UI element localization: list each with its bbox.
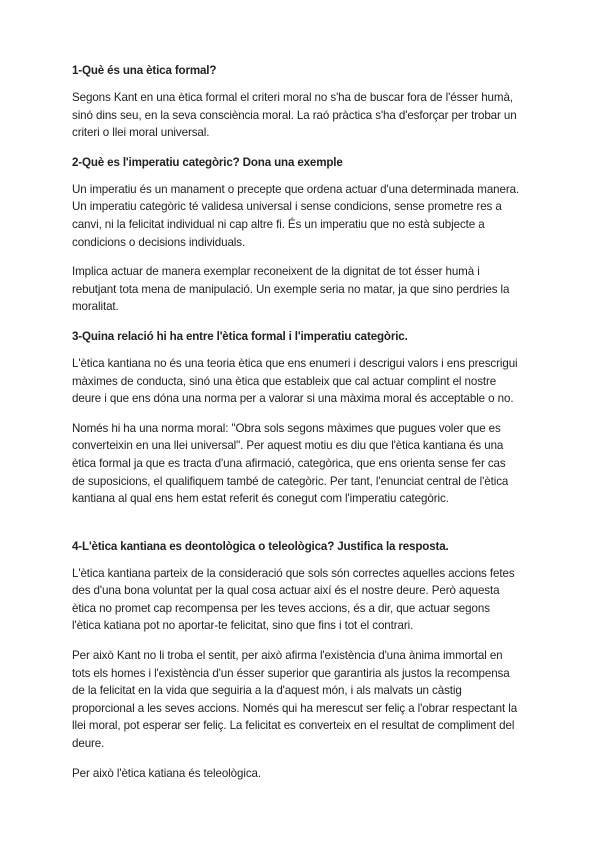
text-line: ètica no promet cap recompensa per les teves accions, és a dir, que actuar segons — [72, 601, 490, 615]
text-line: màximes de conducta, sinó una ètica que estableix que cal actuar complint el nostre — [72, 374, 497, 388]
text-line: canvi, ni la felicitat individual ni cap altre fi. És un imperatiu que no està subjecte a — [72, 217, 485, 231]
text-line: ètica formal ja que es tracta d'una afirmació, categòrica, que ens orienta sense fer cas — [72, 456, 506, 470]
text-line: de suposicions, el qualifiquem també de categòric. Per tant, l'enunciat central de l'ètica — [72, 474, 509, 488]
text-line: kantiana al qual ens hem estat referit és conegut com l'imperatiu categòric. — [72, 492, 449, 506]
heading-text: 4-L'ètica kantiana es deontològica o teleològica? Justifica la resposta. — [72, 539, 449, 553]
document-page — [72, 62, 532, 794]
heading-text: 1-Què és una ètica formal? — [72, 64, 217, 77]
answer-2-paragraph-1 — [72, 181, 532, 251]
text-line: condicions o decisions individuals. — [72, 235, 246, 249]
text-line: converteixin en una llei universal". Per aquest motiu es diu que l'ètica kantiana és una — [72, 439, 504, 453]
section-spacer — [72, 520, 532, 538]
answer-1-paragraph — [72, 89, 532, 142]
text-line: sinó dins seu, en la seva consciència moral. La raó pràctica s'ha d'esforçar per trobar un — [72, 108, 517, 122]
text-line: Un imperatiu és un manament o precepte que ordena actuar d'una determinada manera. — [72, 182, 520, 196]
question-3-heading — [72, 328, 532, 345]
text-line: L'ètica kantiana parteix de la consideració que sols són correctes aquelles accions fetes — [72, 566, 515, 580]
text-line: des d'una bona voluntat per la qual cosa actuar així és el nostre deure. Però aquesta — [72, 584, 500, 598]
answer-3-paragraph-2 — [72, 420, 532, 508]
text-line: Segons Kant en una ètica formal el criteri moral no s'ha de buscar fora de l'ésser humà, — [72, 91, 513, 104]
text-line: criteri o llei moral universal. — [72, 126, 210, 140]
text-line: moralitat. — [72, 300, 119, 314]
question-1-heading — [72, 62, 532, 79]
answer-2-paragraph-2 — [72, 263, 532, 316]
text-line: deure i que ens dóna una norma per a valorar si una màxima moral és acceptable o no. — [72, 392, 514, 406]
text-line: Només hi ha una norma moral: "Obra sols segons màximes que pugues voler que es — [72, 421, 501, 435]
heading-text: 2-Què es l'imperatiu categòric? Dona una exemple — [72, 155, 343, 169]
answer-4-conclusion — [72, 765, 532, 783]
answer-3-paragraph-1 — [72, 355, 532, 408]
text-line: proporcional a les seves accions. Només qui ha merescut ser feliç a l'obrar respectant la — [72, 701, 518, 715]
answer-4-paragraph-1 — [72, 565, 532, 635]
text-line: Implica actuar de manera exemplar reconeixent de la dignitat de tot ésser humà i — [72, 265, 480, 279]
text-line: Per això l'ètica katiana és teleològica. — [72, 766, 261, 780]
text-line: Per això Kant no li troba el sentit, per això afirma l'existència d'una ànima immortal en — [72, 649, 503, 663]
text-line: tots els homes i l'existència d'un ésser superior que garantiria als justos la recompensa — [72, 666, 510, 680]
text-line: l'ètica katiana pot no aportar-te felicitat, sino que fins i tot el contrari. — [72, 619, 414, 633]
text-line: Un imperatiu categòric té validesa universal i sense condicions, sense prometre res a — [72, 200, 502, 214]
text-line: deure. — [72, 737, 105, 751]
question-4-heading — [72, 538, 532, 555]
answer-4-paragraph-2 — [72, 647, 532, 753]
text-line: L'ètica kantiana no és una teoria ètica que ens enumeri i descrigui valors i ens prescrigui — [72, 356, 518, 370]
text-line: de la felicitat en la vida que seguiria a la d'aquest món, i als malvats un càstig — [72, 684, 462, 698]
text-line: rebutjant tota mena de manipulació. Un exemple seria no matar, ja que sino perdries la — [72, 282, 510, 296]
text-line: llei moral, pot esperar ser feliç. La felicitat es converteix en el resultat de compliment del — [72, 719, 515, 733]
heading-text: 3-Quina relació hi ha entre l'ètica formal i l'imperatiu categòric. — [72, 329, 408, 343]
question-2-heading — [72, 154, 532, 171]
